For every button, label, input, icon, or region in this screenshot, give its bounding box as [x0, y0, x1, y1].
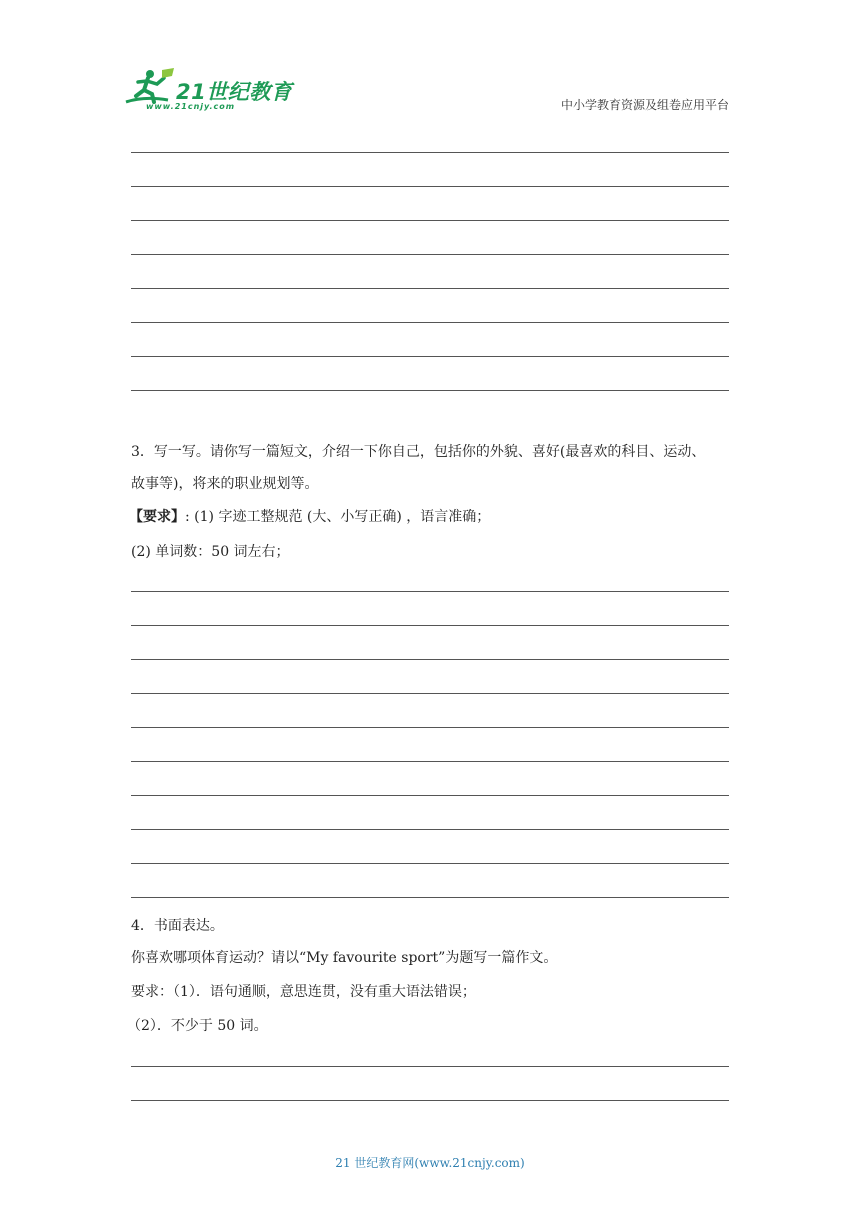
answer-line	[131, 390, 729, 391]
answer-line	[131, 761, 729, 762]
answer-line	[131, 1066, 729, 1067]
requirement-1-text: : (1) 字迹工整规范 (大、小写正确) ，语言准确；	[185, 509, 491, 525]
answer-line	[131, 1100, 729, 1101]
answer-line	[131, 220, 729, 221]
q3-instruction-line1: 3．写一写。请你写一篇短文，介绍一下你自己，包括你的外貌、喜好(最喜欢的科目、运动、	[131, 444, 706, 460]
answer-line	[131, 356, 729, 357]
answer-line	[131, 591, 729, 592]
q3-requirement-1	[129, 507, 729, 527]
answer-line	[131, 659, 729, 660]
answer-line	[131, 795, 729, 796]
answer-line	[131, 863, 729, 864]
answer-line	[131, 829, 729, 830]
answer-line	[131, 288, 729, 289]
answer-line	[131, 186, 729, 187]
q4-prompt: 你喜欢哪项体育运动？请以“My favourite sport”为题写一篇作文。	[131, 950, 558, 966]
answer-line	[131, 727, 729, 728]
q3-instruction-line2: 故事等)，将来的职业规划等。	[131, 476, 319, 492]
answer-line	[131, 897, 729, 898]
header-tagline: 中小学教育资源及组卷应用平台	[560, 98, 729, 112]
logo-title: 21世纪教育	[176, 80, 293, 104]
q4-requirement-1: 要求：（1）．语句通顺，意思连贯，没有重大语法错误；	[131, 984, 476, 1000]
logo-url: www.21cnjy.com	[146, 102, 236, 111]
answer-line	[131, 152, 729, 153]
answer-line	[131, 693, 729, 694]
answer-line	[131, 254, 729, 255]
brand-logo	[124, 66, 304, 116]
answer-line	[131, 625, 729, 626]
q4-title: 4．书面表达。	[131, 918, 224, 934]
requirement-bracket-label: 【要求】	[129, 509, 185, 525]
q4-requirement-2: （2）．不少于 50 词。	[127, 1018, 268, 1034]
page-footer: 21 世纪教育网(www.21cnjy.com)	[335, 1156, 525, 1170]
q3-requirement-2: (2) 单词数：50 词左右；	[131, 544, 290, 560]
answer-line	[131, 322, 729, 323]
